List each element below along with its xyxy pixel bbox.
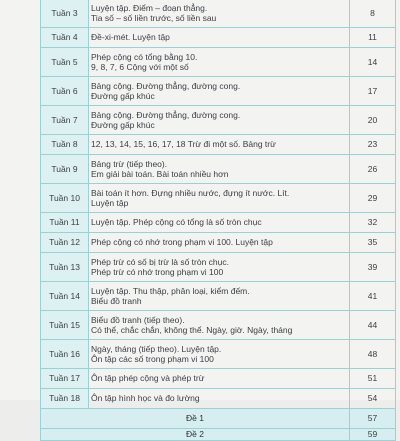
lesson-cell — [89, 282, 350, 311]
table-row — [41, 282, 396, 311]
week-cell: Tuần 16 — [41, 340, 89, 369]
table-row — [41, 213, 396, 233]
lesson-line: Tia số – số liền trước, số liền sau — [91, 13, 217, 23]
table-row — [41, 389, 396, 409]
lesson-cell — [89, 106, 350, 135]
lesson-cell — [89, 28, 350, 48]
lesson-line: Luyện tập. Điểm – đoạn thẳng. — [91, 2, 208, 13]
exam-page-number-cell: 57 — [350, 409, 396, 429]
week-cell: Tuần 14 — [41, 282, 89, 311]
week-cell: Tuần 6 — [41, 77, 89, 106]
week-cell: Tuần 12 — [41, 233, 89, 253]
week-cell: Tuần 5 — [41, 48, 89, 77]
lesson-cell — [89, 311, 350, 340]
week-cell: Tuần 9 — [41, 155, 89, 184]
table-row — [41, 77, 396, 106]
lesson-line: Bảng trừ (tiếp theo). — [91, 158, 168, 169]
page-number-cell: 35 — [350, 233, 396, 253]
exam-label-cell: Đề 2 — [41, 429, 350, 441]
table-row — [41, 48, 396, 77]
lesson-line: Luyện tập. Phép cộng có tổng là số tròn chục — [91, 217, 262, 228]
table-row — [41, 253, 396, 282]
lesson-line: Ôn tập các số trong phạm vi 100 — [91, 354, 214, 364]
exam-row — [41, 429, 396, 441]
week-cell: Tuần 7 — [41, 106, 89, 135]
week-cell: Tuần 13 — [41, 253, 89, 282]
table-row — [41, 184, 396, 213]
lesson-line: Biểu đồ tranh (tiếp theo). — [91, 314, 185, 325]
page-number-cell: 23 — [350, 135, 396, 155]
page-number-cell: 41 — [350, 282, 396, 311]
week-cell: Tuần 17 — [41, 369, 89, 389]
lesson-line: Có thể, chắc chắn, không thể. Ngày, giờ. Ngày, tháng — [91, 325, 293, 335]
lesson-cell — [89, 213, 350, 233]
lesson-line: Bảng cộng. Đường thẳng, đường cong. — [91, 80, 241, 91]
lesson-line: Ngày, tháng (tiếp theo). Luyện tập. — [91, 343, 222, 354]
table-row — [41, 369, 396, 389]
table-row — [41, 233, 396, 253]
lesson-cell — [89, 135, 350, 155]
page-number-cell: 39 — [350, 253, 396, 282]
lesson-cell — [89, 184, 350, 213]
lesson-line: Đề-xi-mét. Luyện tập — [91, 32, 170, 43]
lesson-cell — [89, 389, 350, 409]
page-number-cell: 29 — [350, 184, 396, 213]
lesson-cell — [89, 155, 350, 184]
lesson-line: Phép trừ có số bị trừ là số tròn chục. — [91, 256, 229, 267]
page-number-cell: 54 — [350, 389, 396, 409]
table-row — [41, 340, 396, 369]
table-row — [41, 155, 396, 184]
week-cell: Tuần 15 — [41, 311, 89, 340]
lesson-line: Bài toán ít hơn. Đựng nhiều nước, đựng ít nước. Lít. — [91, 187, 290, 198]
lesson-line: Em giải bài toán. Bài toán nhiều hơn — [91, 169, 229, 179]
lesson-cell — [89, 0, 350, 28]
exam-label-cell: Đề 1 — [41, 409, 350, 429]
page-number-cell: 26 — [350, 155, 396, 184]
week-cell: Tuần 8 — [41, 135, 89, 155]
lesson-cell — [89, 48, 350, 77]
lesson-line: Phép cộng có nhớ trong phạm vi 100. Luyện tập — [91, 237, 273, 248]
week-cell: Tuần 3 — [41, 0, 89, 28]
lesson-line: Ôn tập hình học và đo lường — [91, 393, 200, 404]
page-number-cell: 32 — [350, 213, 396, 233]
exam-page-number-cell: 59 — [350, 429, 396, 441]
page-number-cell: 44 — [350, 311, 396, 340]
page-number-cell: 51 — [350, 369, 396, 389]
table-of-contents — [40, 0, 396, 441]
lesson-line: Đường gấp khúc — [91, 120, 155, 130]
lesson-line: Phép trừ có nhớ trong phạm vi 100 — [91, 267, 224, 277]
table-row — [41, 311, 396, 340]
page-number-cell: 17 — [350, 77, 396, 106]
exam-row — [41, 409, 396, 429]
week-cell: Tuần 10 — [41, 184, 89, 213]
page-number-cell: 14 — [350, 48, 396, 77]
page-number-cell: 11 — [350, 28, 396, 48]
lesson-line: Đường gấp khúc — [91, 91, 155, 101]
lesson-cell — [89, 369, 350, 389]
lesson-line: Luyện tập — [91, 198, 129, 208]
lesson-line: Biểu đồ tranh — [91, 296, 142, 306]
page-number-cell: 8 — [350, 0, 396, 28]
lesson-line: Ôn tập phép cộng và phép trừ — [91, 373, 205, 384]
page-number-cell: 20 — [350, 106, 396, 135]
lesson-line: Bảng cộng. Đường thẳng, đường cong. — [91, 109, 241, 120]
week-cell: Tuần 4 — [41, 28, 89, 48]
table-row — [41, 135, 396, 155]
week-cell: Tuần 18 — [41, 389, 89, 409]
table-row — [41, 106, 396, 135]
lesson-line: Luyện tập. Thu thập, phân loại, kiểm đếm. — [91, 285, 250, 296]
lesson-cell — [89, 77, 350, 106]
week-cell: Tuần 11 — [41, 213, 89, 233]
page-number-cell: 48 — [350, 340, 396, 369]
table-row — [41, 28, 396, 48]
lesson-line: Phép cộng có tổng bằng 10. — [91, 51, 198, 62]
lesson-line: 12, 13, 14, 15, 16, 17, 18 Trừ đi một số. Bảng trừ — [91, 139, 276, 150]
lesson-line: 9, 8, 7, 6 Cộng với một số — [91, 62, 189, 72]
lesson-cell — [89, 253, 350, 282]
toc-body — [41, 0, 396, 440]
lesson-cell — [89, 233, 350, 253]
lesson-cell — [89, 340, 350, 369]
table-row — [41, 0, 396, 28]
